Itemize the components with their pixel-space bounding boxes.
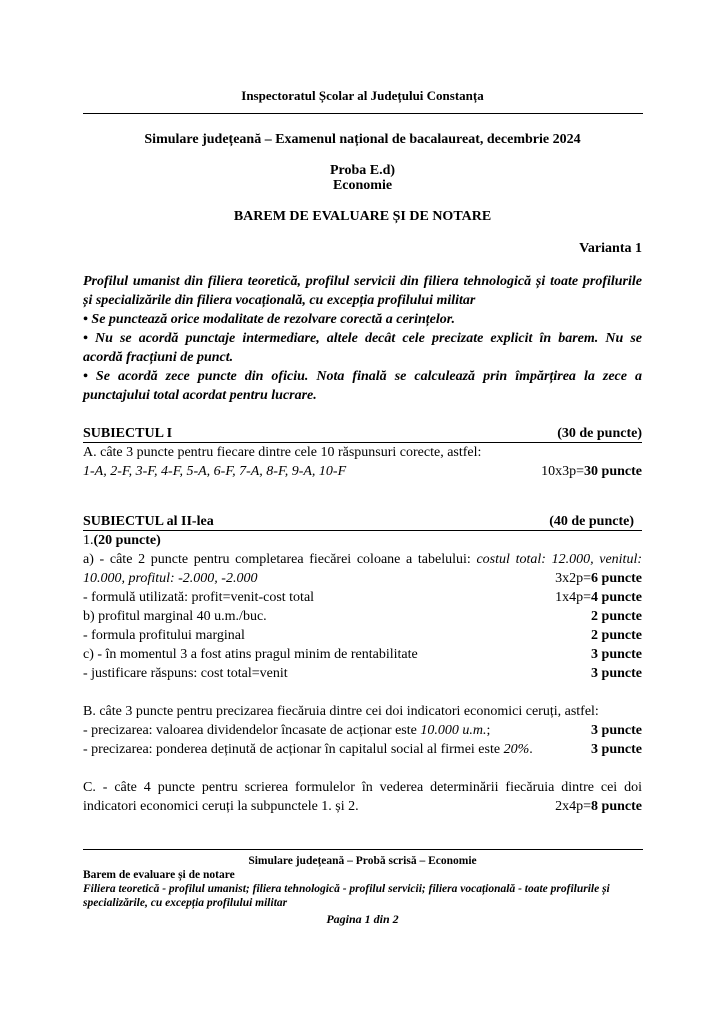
item-a-line-2: 10.000, profitul: -2.000, -2.000 3x2p=6 puncte	[83, 571, 642, 586]
item-c-score: 3 puncte	[591, 647, 642, 662]
item-b: b) profitul marginal 40 u.m./buc. 2 puncte	[83, 609, 642, 624]
footer-divider	[83, 849, 643, 850]
item-B-1: - precizarea: valoarea dividendelor încasate de acționar este 10.000 u.m.; 3 puncte	[83, 723, 642, 738]
footer-line-2: Filiera teoretică - profilul umanist; filiera tehnologică - profilul servicii; filiera vocațională - toate profilurile și	[83, 883, 610, 895]
item-b-score: 2 puncte	[591, 609, 642, 624]
subiect-1-heading	[83, 425, 642, 443]
item-c-2-score: 3 puncte	[591, 666, 642, 681]
footer-center-title: Simulare județeană – Probă scrisă – Economie	[248, 855, 477, 867]
subiect-1-instruction: A. câte 3 puncte pentru fiecare dintre cele 10 răspunsuri corecte, astfel:	[83, 445, 482, 460]
item-C-score: 2x4p=8 puncte	[555, 799, 642, 814]
exam-title: Simulare județeană – Examenul național de bacalaureat, decembrie 2024	[144, 132, 581, 147]
intro-profile-line-2: și specializările din filiera vocațională, cu excepția profilului militar	[83, 293, 476, 308]
subiect-2-points: (40 de puncte)	[549, 514, 634, 529]
item-c-2: - justificare răspuns: cost total=venit 3 puncte	[83, 666, 642, 681]
institution-name: Inspectoratul Școlar al Județului Constanța	[241, 88, 484, 103]
document-title: BAREM DE EVALUARE ȘI DE NOTARE	[233, 209, 492, 224]
item-C-line-2: indicatori economici ceruți la subpunctele 1. și 2. 2x4p=8 puncte	[83, 799, 642, 814]
page-number: Pagina 1 din 2	[326, 912, 399, 926]
item-a-score: 3x2p=6 puncte	[555, 571, 642, 586]
header-divider	[83, 113, 643, 114]
subiect-1-answers-row	[83, 463, 642, 481]
intro-rule-2-line-1: • Nu se acordă punctaje intermediare, altele decât cele precizate explicit în barem. Nu se	[83, 331, 642, 346]
variant-label: Varianta 1	[579, 241, 642, 256]
subiect-2-heading	[83, 513, 642, 531]
subiect-1-points: (30 de puncte)	[557, 426, 642, 441]
item-b-2-score: 2 puncte	[591, 628, 642, 643]
item-B-1-score: 3 puncte	[591, 723, 642, 738]
intro-rule-3-line-2: punctajului total acordat pentru lucrare.	[83, 388, 317, 403]
intro-rule-2-line-2: acordă fracțiuni de punct.	[83, 350, 234, 365]
item-formula: - formulă utilizată: profit=venit-cost total 1x4p=4 puncte	[83, 590, 642, 605]
subiect-2-title: SUBIECTUL al II-lea	[83, 514, 214, 529]
item-B-2-score: 3 puncte	[591, 742, 642, 757]
item-1-header: 1.(20 puncte)	[83, 533, 161, 548]
footer-line-1: Barem de evaluare și de notare	[83, 869, 235, 881]
item-B-2: - precizarea: ponderea deținută de acționar în capitalul social al firmei este 20%. 3 puncte	[83, 742, 642, 757]
item-B-instruction: B. câte 3 puncte pentru precizarea fiecăruia dintre cei doi indicatori economici ceruți, astfel:	[83, 704, 599, 719]
subiect-1-score: 10x3p=30 puncte	[541, 464, 642, 479]
subiect-1-title: SUBIECTUL I	[83, 426, 173, 441]
intro-profile-line-1: Profilul umanist din filiera teoretică, profilul servicii din filiera tehnologică și toate profilurile	[83, 274, 642, 289]
item-c: c) - în momentul 3 a fost atins pragul minim de rentabilitate 3 puncte	[83, 647, 642, 662]
footer-line-3: specializările, cu excepția profilului militar	[83, 897, 288, 909]
item-a-line-1: a) - câte 2 puncte pentru completarea fiecărei coloane a tabelului: costul total: 12.000, venitul:	[83, 552, 642, 567]
subiect-1-answers: 1-A, 2-F, 3-F, 4-F, 5-A, 6-F, 7-A, 8-F, 9-A, 10-F	[83, 464, 347, 479]
item-C-line-1: C. - câte 4 puncte pentru scrierea formulelor în vederea determinării fiecăruia dintre cei doi	[83, 780, 642, 795]
item-formula-score: 1x4p=4 puncte	[555, 590, 642, 605]
intro-rule-3-line-1: • Se acordă zece puncte din oficiu. Nota finală se calculează prin împărțirea la zece a	[83, 369, 642, 384]
item-b-2: - formula profitului marginal 2 puncte	[83, 628, 642, 643]
intro-rule-1: • Se punctează orice modalitate de rezolvare corectă a cerințelor.	[83, 312, 455, 327]
proba-label: Proba E.d)	[329, 163, 396, 178]
subject-label: Economie	[332, 178, 393, 193]
